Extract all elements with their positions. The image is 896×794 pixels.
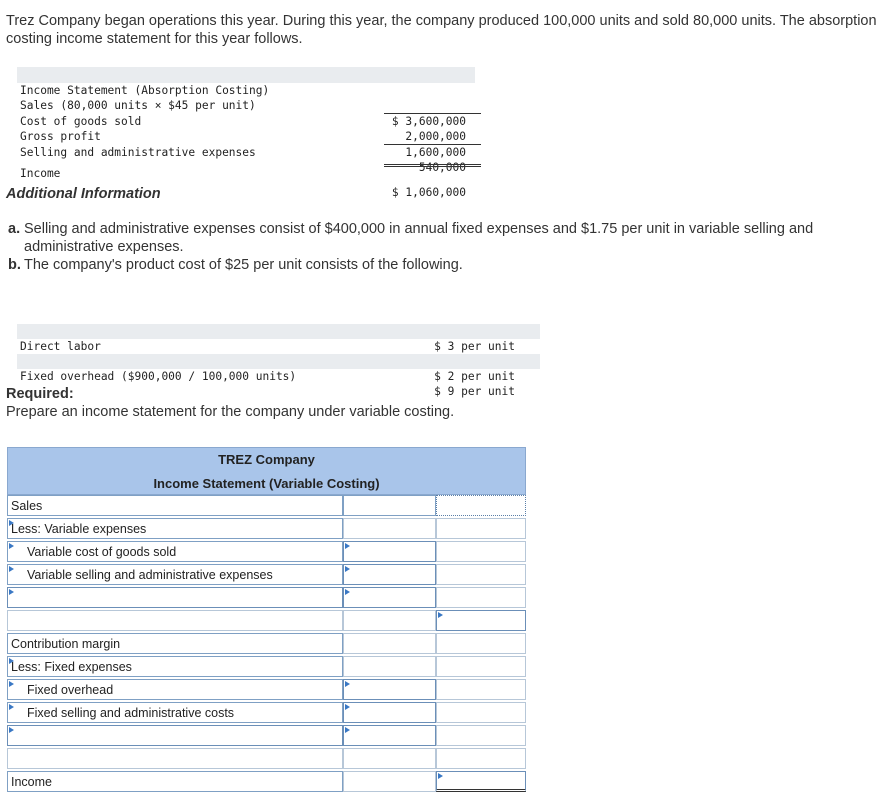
cost-amount: $ 3 per unit	[434, 340, 515, 353]
amount-input[interactable]	[343, 541, 436, 562]
table-row	[7, 541, 526, 564]
total-cell	[436, 518, 526, 539]
dropdown-marker-icon	[9, 704, 14, 710]
absorption-title: Income Statement (Absorption Costing)	[20, 83, 270, 97]
label-cell[interactable]	[7, 518, 343, 539]
label-cell[interactable]	[7, 587, 343, 608]
additional-heading: Additional Information	[6, 186, 161, 202]
amount-input[interactable]	[343, 587, 436, 608]
statement-title: Income Statement (Variable Costing)	[153, 476, 380, 491]
cost-amount: $ 2 per unit	[434, 370, 515, 383]
cost-amount: $ 9 per unit	[434, 385, 515, 398]
row-label: Variable selling and administrative expenses	[27, 568, 273, 582]
intro-text: Trez Company began operations this year. During this year, the company produced 100,000 units and sold 80,000 units. The absorption costing income statement for this year follows.	[6, 13, 877, 47]
item-marker: a.	[8, 221, 21, 237]
label-cell	[7, 748, 343, 769]
label-cell[interactable]	[7, 541, 343, 562]
absorption-label: Income	[20, 166, 61, 180]
amount-cell	[343, 656, 436, 677]
table-row	[7, 564, 526, 587]
cost-label: Direct labor	[20, 340, 101, 353]
item-text: Selling and administrative expenses consist of $400,000 in annual fixed expenses and $1.75 per unit in variable selling and administrative expenses.	[24, 221, 814, 255]
total-input[interactable]	[436, 495, 526, 516]
dropdown-marker-icon	[9, 589, 14, 595]
absorption-label: Selling and administrative expenses	[20, 145, 256, 159]
absorption-amount: $ 1,060,000	[391, 185, 466, 199]
row-label: Fixed overhead	[27, 683, 114, 697]
row-label: Less: Variable expenses	[11, 522, 147, 536]
dropdown-marker-icon	[9, 543, 14, 549]
list-item	[6, 256, 886, 274]
dropdown-marker-icon	[345, 566, 350, 572]
total-input[interactable]	[436, 610, 526, 631]
total-cell	[436, 679, 526, 700]
item-text: The company's product cost of $25 per unit consists of the following.	[24, 257, 463, 273]
amount-input[interactable]	[343, 564, 436, 585]
dropdown-marker-icon	[345, 543, 350, 549]
total-cell	[436, 656, 526, 677]
dropdown-marker-icon	[345, 704, 350, 710]
amount-cell	[343, 518, 436, 539]
amount-input[interactable]	[343, 679, 436, 700]
total-cell	[436, 587, 526, 608]
row-label: Contribution margin	[11, 637, 121, 651]
total-cell	[436, 725, 526, 746]
absorption-title-row	[17, 67, 475, 97]
row-label: Income	[11, 775, 52, 789]
absorption-amount: 2,000,000	[405, 130, 466, 143]
dropdown-marker-icon	[438, 612, 443, 618]
amount-cell	[343, 633, 436, 654]
amount-input[interactable]	[343, 702, 436, 723]
label-cell[interactable]	[7, 702, 343, 723]
required-text: Prepare an income statement for the company under variable costing.	[6, 404, 455, 420]
table-row	[7, 518, 526, 541]
variable-costing-table	[7, 447, 526, 794]
dropdown-marker-icon	[438, 773, 443, 779]
table-row	[7, 610, 526, 633]
label-cell[interactable]	[7, 633, 343, 654]
table-row	[7, 495, 526, 518]
dropdown-marker-icon	[345, 681, 350, 687]
amount-cell	[343, 771, 436, 792]
table-row	[7, 702, 526, 725]
label-cell[interactable]	[7, 656, 343, 677]
total-cell	[436, 702, 526, 723]
double-underline	[384, 164, 481, 165]
label-cell[interactable]	[7, 725, 343, 746]
amount-input[interactable]	[343, 495, 436, 516]
row-label: Fixed selling and administrative costs	[27, 706, 235, 720]
absorption-label: Cost of goods sold	[20, 114, 142, 128]
cost-label: Fixed overhead ($900,000 / 100,000 units)	[20, 370, 297, 383]
absorption-amount: 1,600,000	[405, 145, 466, 159]
label-cell[interactable]	[7, 564, 343, 585]
dropdown-marker-icon	[9, 727, 14, 733]
table-row	[7, 771, 526, 794]
table-row	[7, 633, 526, 656]
dropdown-marker-icon	[345, 727, 350, 733]
company-name: TREZ Company	[218, 452, 315, 467]
amount-cell	[343, 610, 436, 631]
dropdown-marker-icon	[9, 681, 14, 687]
absorption-amount: $ 3,600,000	[391, 114, 466, 128]
table-row	[7, 725, 526, 748]
list-item	[6, 220, 886, 256]
table-header	[7, 447, 526, 495]
absorption-label: Gross profit	[20, 130, 101, 143]
row-label: Variable cost of goods sold	[27, 545, 177, 559]
table-row	[7, 587, 526, 610]
label-cell	[7, 610, 343, 631]
total-cell	[436, 541, 526, 562]
row-label: Sales	[11, 499, 43, 513]
amount-cell	[343, 748, 436, 769]
required-heading: Required:	[6, 386, 74, 402]
label-cell[interactable]	[7, 679, 343, 700]
total-cell	[436, 633, 526, 654]
total-cell	[436, 748, 526, 769]
item-marker: b.	[8, 257, 21, 273]
amount-input[interactable]	[343, 725, 436, 746]
absorption-amount: 540,000	[418, 161, 466, 174]
table-row	[7, 679, 526, 702]
additional-list	[6, 220, 886, 274]
dropdown-marker-icon	[9, 566, 14, 572]
absorption-label: Sales (80,000 units × $45 per unit)	[20, 99, 256, 112]
double-underline	[384, 166, 481, 167]
total-cell	[436, 564, 526, 585]
total-input[interactable]	[436, 771, 526, 792]
label-cell[interactable]	[7, 771, 343, 792]
row-label: Less: Fixed expenses	[11, 660, 132, 674]
dropdown-marker-icon	[345, 589, 350, 595]
table-row	[7, 656, 526, 679]
label-cell[interactable]	[7, 495, 343, 516]
